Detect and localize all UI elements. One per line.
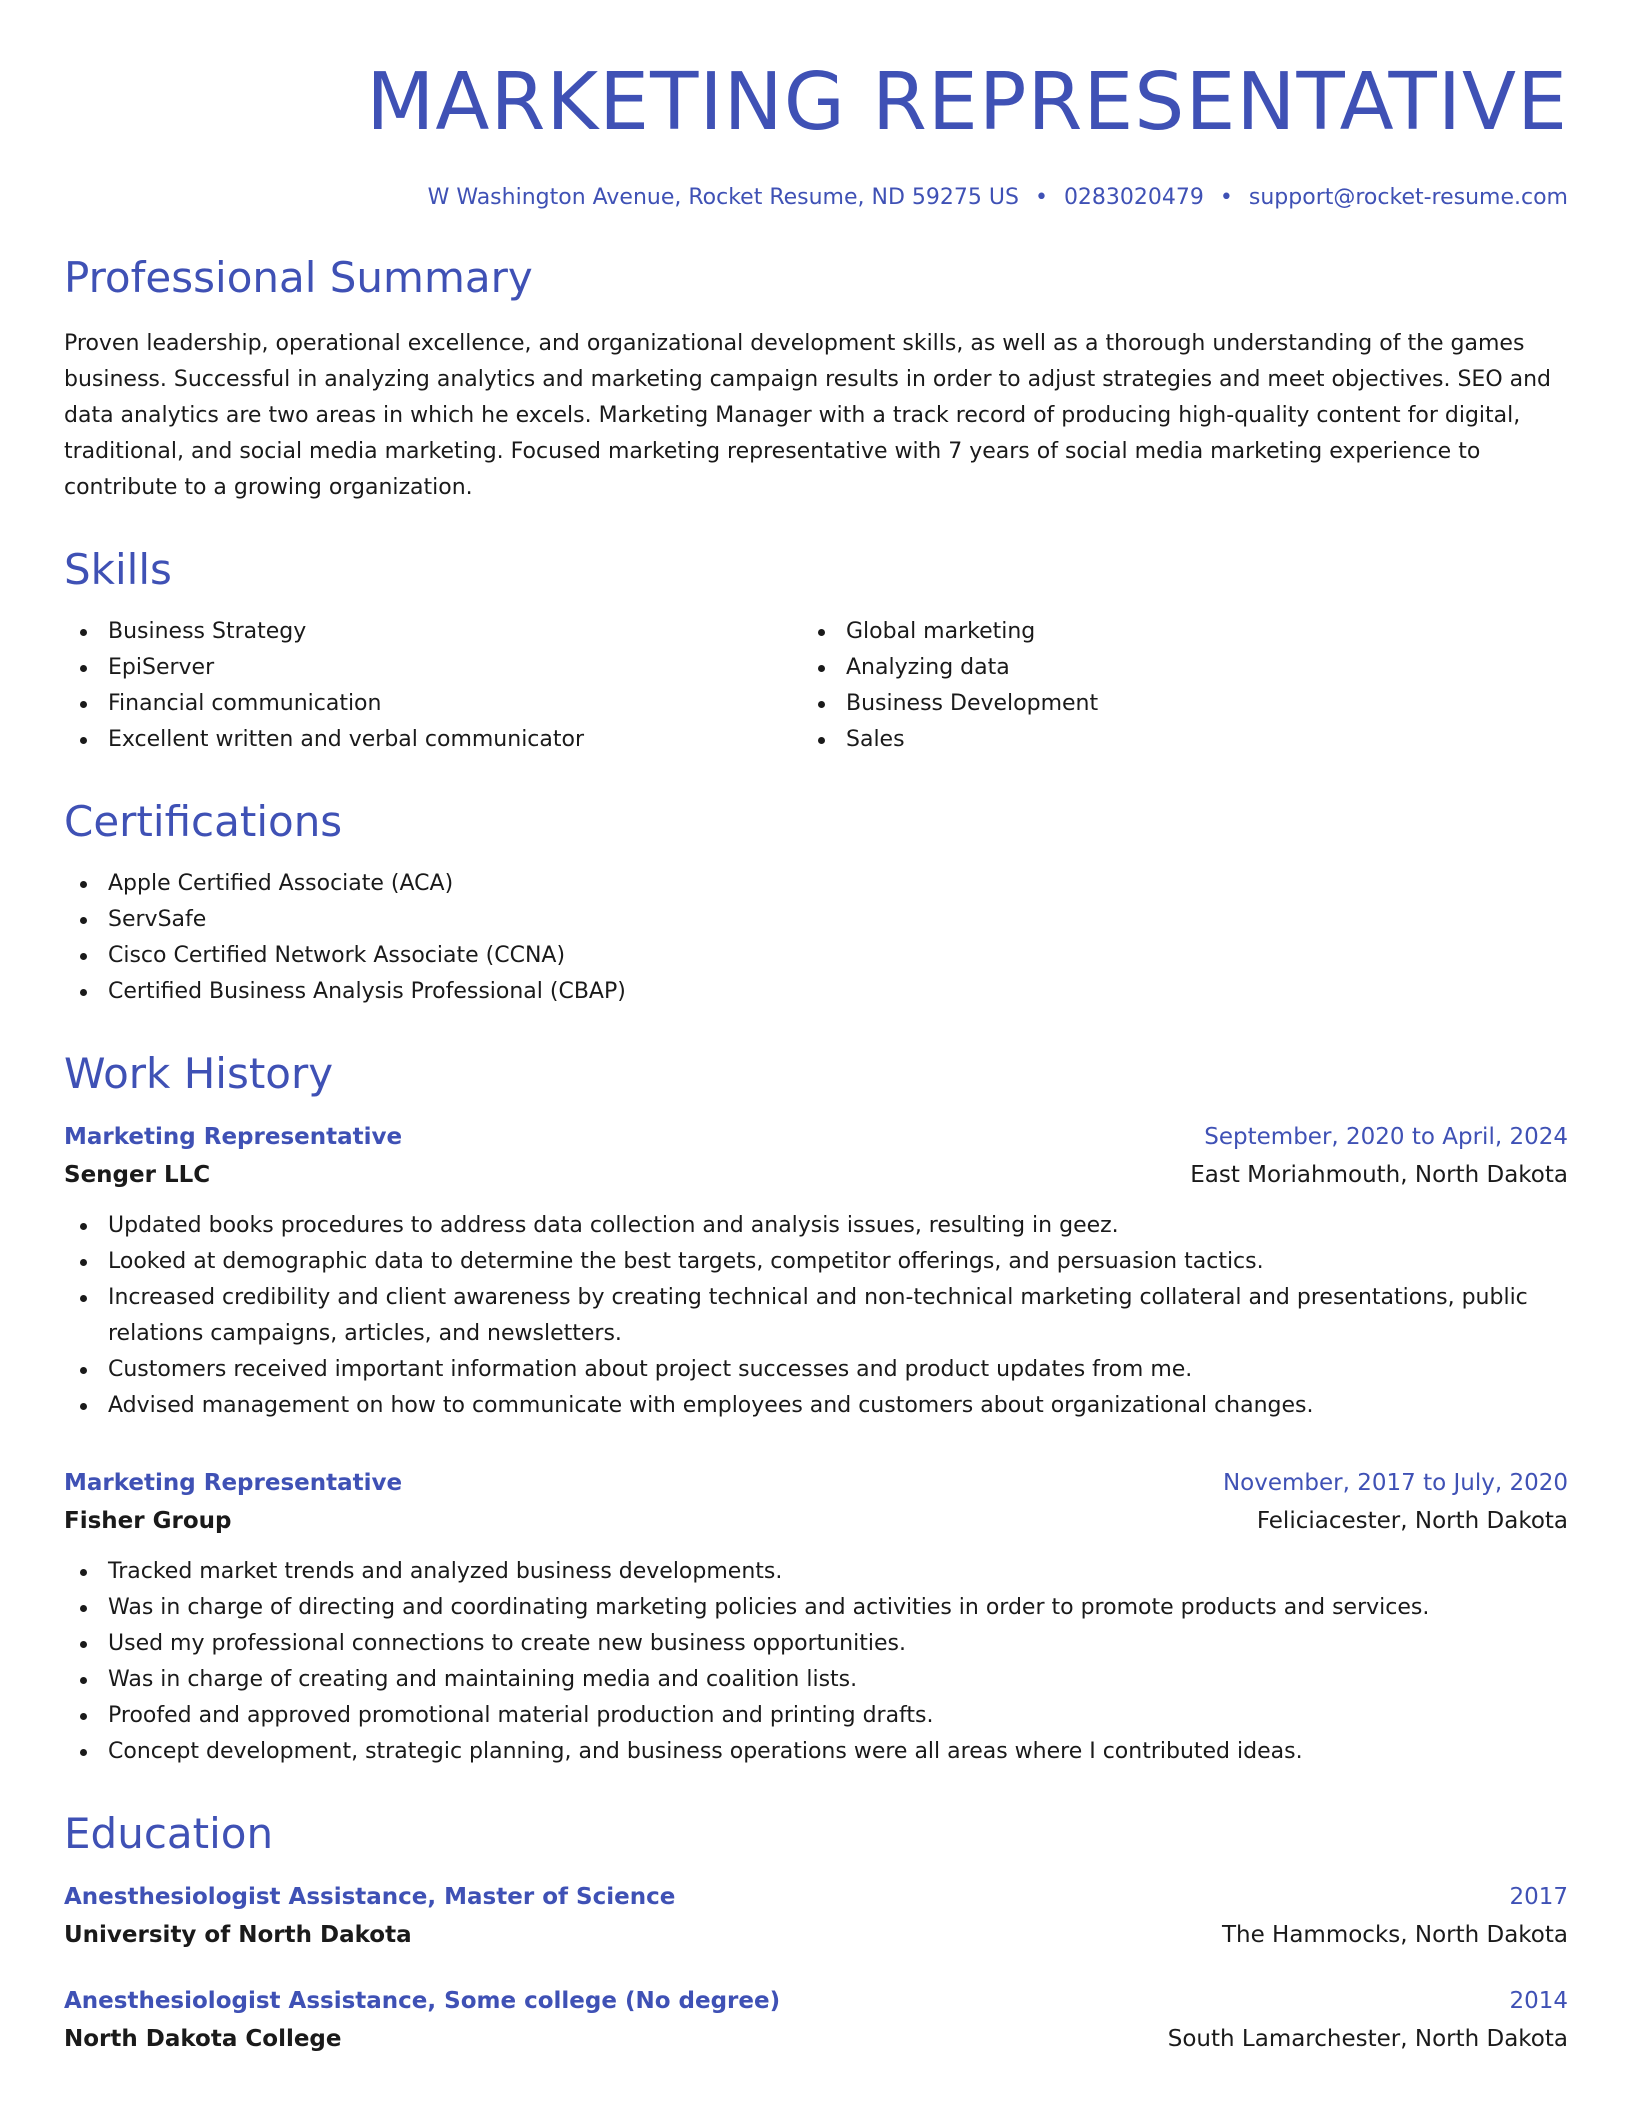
job-location: Feliciacester, North Dakota bbox=[1256, 1508, 1568, 1534]
certification-item: Apple Certified Associate (ACA) bbox=[64, 866, 1568, 902]
summary-section bbox=[64, 252, 1568, 506]
contact-address: W Washington Avenue, Rocket Resume, ND 59275 US bbox=[427, 185, 1019, 210]
contact-email[interactable]: support@rocket-resume.com bbox=[1248, 185, 1568, 210]
job-bullet: Looked at demographic data to determine the best targets, competitor offerings, and persuasion tactics. bbox=[64, 1244, 1568, 1280]
job-bullet: Tracked market trends and analyzed business developments. bbox=[64, 1554, 1568, 1590]
skill-item: EpiServer bbox=[64, 650, 802, 686]
education-subheader bbox=[64, 2020, 1568, 2058]
job-location: East Moriahmouth, North Dakota bbox=[1190, 1162, 1568, 1188]
skill-item: Analyzing data bbox=[802, 650, 1540, 686]
job-role: Marketing Representative bbox=[64, 1124, 403, 1150]
certifications-list bbox=[64, 866, 1568, 1010]
education-section bbox=[64, 1808, 1568, 2058]
skill-item: Financial communication bbox=[64, 686, 802, 722]
job-subheader bbox=[64, 1156, 1568, 1194]
contact-line bbox=[64, 182, 1568, 214]
job-dates: November, 2017 to July, 2020 bbox=[1222, 1470, 1568, 1496]
skills-columns bbox=[64, 614, 1568, 758]
job-bullet: Proofed and approved promotional material production and printing drafts. bbox=[64, 1698, 1568, 1734]
education-degree: Anesthesiologist Assistance, Master of Science bbox=[64, 1884, 676, 1910]
certification-item: ServSafe bbox=[64, 902, 1568, 938]
skill-item: Business Strategy bbox=[64, 614, 802, 650]
job-bullets bbox=[64, 1554, 1568, 1770]
certifications-section bbox=[64, 796, 1568, 1010]
work-history-section bbox=[64, 1048, 1568, 1770]
job-bullet: Was in charge of creating and maintaining media and coalition lists. bbox=[64, 1662, 1568, 1698]
education-header bbox=[64, 1878, 1568, 1916]
education-location: South Lamarchester, North Dakota bbox=[1167, 2026, 1568, 2052]
education-location: The Hammocks, North Dakota bbox=[1221, 1922, 1568, 1948]
contact-phone: 0283020479 bbox=[1063, 185, 1204, 210]
education-school: University of North Dakota bbox=[64, 1922, 412, 1948]
job-dates: September, 2020 to April, 2024 bbox=[1204, 1124, 1568, 1150]
job-company: Senger LLC bbox=[64, 1162, 211, 1188]
job-bullet: Increased credibility and client awareness by creating technical and non-technical marketing collateral and presentations, public relations campaigns, articles, and newsletters. bbox=[64, 1280, 1568, 1352]
resume-title: MARKETING REPRESENTATIVE bbox=[366, 56, 1568, 148]
skills-section bbox=[64, 544, 1568, 758]
work-history-heading: Work History bbox=[64, 1049, 334, 1098]
job-bullet: Updated books procedures to address data collection and analysis issues, resulting in geez. bbox=[64, 1208, 1568, 1244]
skill-item: Sales bbox=[802, 722, 1540, 758]
education-year: 2014 bbox=[1509, 1988, 1568, 2014]
education-subheader bbox=[64, 1916, 1568, 1954]
education-entry bbox=[64, 1878, 1568, 1954]
summary-heading: Professional Summary bbox=[64, 253, 533, 302]
skill-item: Excellent written and verbal communicator bbox=[64, 722, 802, 758]
education-degree: Anesthesiologist Assistance, Some college (No degree) bbox=[64, 1988, 781, 2014]
education-school: North Dakota College bbox=[64, 2026, 342, 2052]
education-year: 2017 bbox=[1509, 1884, 1568, 1910]
certification-item: Certified Business Analysis Professional (CBAP) bbox=[64, 974, 1568, 1010]
skills-left-list bbox=[64, 614, 802, 758]
job-bullets bbox=[64, 1208, 1568, 1424]
summary-text: Proven leadership, operational excellence, and organizational development skills, as well as a thorough understanding of the games business. Successful in analyzing analytics and marketing campaign results in order to adjust strategies and meet objectives. SEO and data analytics are two areas in which he excels. Marketing Manager with a track record of producing high-quality content for digital, traditional, and social media marketing. Focused marketing representative with 7 years of social media marketing experience to contribute to a growing organization. bbox=[64, 331, 1552, 500]
skill-item: Global marketing bbox=[802, 614, 1540, 650]
job-bullet: Customers received important information about project successes and product updates from me. bbox=[64, 1352, 1568, 1388]
certifications-heading: Certifications bbox=[64, 797, 343, 846]
job-bullet: Concept development, strategic planning, and business operations were all areas where I contributed ideas. bbox=[64, 1734, 1568, 1770]
contact-separator: • bbox=[1034, 185, 1048, 210]
job-company: Fisher Group bbox=[64, 1508, 232, 1534]
job-entry bbox=[64, 1118, 1568, 1424]
job-role: Marketing Representative bbox=[64, 1470, 403, 1496]
job-subheader bbox=[64, 1502, 1568, 1540]
job-header bbox=[64, 1464, 1568, 1502]
job-bullet: Advised management on how to communicate with employees and customers about organizational changes. bbox=[64, 1388, 1568, 1424]
contact-separator: • bbox=[1219, 185, 1233, 210]
job-bullet: Was in charge of directing and coordinating marketing policies and activities in order to promote products and services. bbox=[64, 1590, 1568, 1626]
job-entry bbox=[64, 1464, 1568, 1770]
certification-item: Cisco Certified Network Associate (CCNA) bbox=[64, 938, 1568, 974]
skill-item: Business Development bbox=[802, 686, 1540, 722]
skills-right-list bbox=[802, 614, 1540, 758]
education-entry bbox=[64, 1982, 1568, 2058]
education-heading: Education bbox=[64, 1809, 274, 1858]
education-header bbox=[64, 1982, 1568, 2020]
job-header bbox=[64, 1118, 1568, 1156]
skills-heading: Skills bbox=[64, 545, 172, 594]
job-bullet: Used my professional connections to create new business opportunities. bbox=[64, 1626, 1568, 1662]
